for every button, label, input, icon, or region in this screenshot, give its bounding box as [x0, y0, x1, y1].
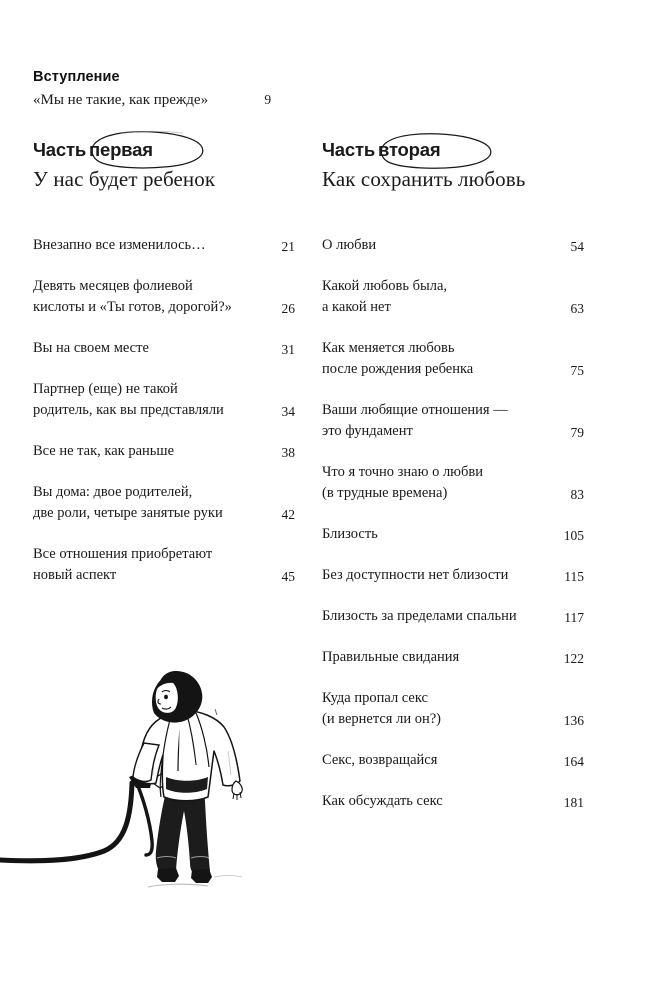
toc-entry-page: 115 — [564, 568, 584, 584]
intro-block — [33, 68, 323, 111]
toc-entry-page: 34 — [281, 403, 295, 419]
toc-entry-page: 117 — [564, 609, 584, 625]
part-two-column — [322, 140, 584, 832]
toc-entry-line: родитель, как вы представляли — [33, 402, 224, 419]
toc-entry[interactable] — [322, 647, 584, 668]
toc-entry-line: Правильные свидания — [322, 649, 460, 666]
part-two-label-prefix: Часть — [322, 139, 376, 160]
toc-entry-line: Все отношения приобретают — [33, 546, 213, 563]
toc-entry[interactable] — [322, 400, 584, 442]
part-two-heading — [322, 140, 584, 161]
toc-entry[interactable] — [322, 565, 584, 586]
toc-entry-title — [322, 565, 516, 586]
toc-entry-title — [322, 750, 445, 771]
part-two-subtitle: Как сохранить любовь — [322, 167, 526, 191]
toc-entry-line: Что я точно знаю о любви — [322, 464, 483, 481]
part-two-entries — [322, 235, 584, 812]
toc-entry[interactable] — [322, 688, 584, 730]
toc-entry[interactable] — [33, 482, 295, 524]
toc-entry-title — [33, 482, 231, 524]
part-one-column — [33, 140, 295, 606]
toc-entry[interactable] — [33, 276, 295, 318]
toc-entry[interactable] — [322, 235, 584, 256]
toc-entry-line: (в трудные времена) — [322, 485, 448, 502]
part-one-label-prefix: Часть — [33, 139, 87, 160]
toc-entry[interactable] — [322, 606, 584, 627]
toc-entry-title — [33, 235, 214, 256]
toc-entry-page: 79 — [570, 424, 584, 440]
toc-entry-page: 83 — [570, 486, 584, 502]
toc-entry-line: (и вернется ли он?) — [322, 711, 441, 728]
intro-entry[interactable] — [33, 91, 323, 111]
toc-entry-title — [322, 338, 481, 380]
toc-entry-line: Какой любовь была, — [322, 278, 448, 295]
toc-entry-line: Близость за пределами спальни — [322, 608, 517, 625]
toc-entry-title — [322, 688, 449, 730]
toc-entry-title — [322, 791, 451, 812]
toc-entry-page: 31 — [281, 341, 295, 357]
toc-entry-title — [33, 276, 240, 318]
toc-entry-line: Все не так, как раньше — [33, 443, 174, 460]
toc-entry-page: 181 — [563, 794, 584, 810]
toc-entry-line: после рождения ребенка — [322, 361, 474, 378]
toc-entry-page: 21 — [281, 238, 295, 254]
toc-entry-page: 54 — [570, 238, 584, 254]
intro-entry-page: 9 — [264, 92, 272, 108]
toc-entry[interactable] — [322, 338, 584, 380]
intro-heading: Вступление — [33, 69, 120, 85]
toc-entry-title — [322, 400, 516, 442]
toc-entry-title — [33, 544, 220, 586]
toc-entry-line: Куда пропал секс — [322, 690, 428, 707]
toc-entry-title — [322, 606, 525, 627]
part-one-label-circled: первая — [89, 139, 153, 160]
toc-entry[interactable] — [322, 462, 584, 504]
part-one-entries — [33, 235, 295, 586]
toc-entry-title — [322, 462, 491, 504]
toc-entry-page: 38 — [281, 444, 295, 460]
toc-entry-line: Как меняется любовь — [322, 340, 455, 357]
toc-entry-page: 26 — [281, 300, 295, 316]
toc-entry-line: Девять месяцев фолиевой — [33, 278, 193, 295]
part-one-heading — [33, 140, 295, 161]
toc-entry-page: 42 — [281, 506, 295, 522]
toc-entry-page: 45 — [281, 568, 295, 584]
toc-entry-page: 75 — [570, 362, 584, 378]
toc-entry-line: новый аспект — [33, 567, 117, 584]
toc-entry-title — [33, 338, 157, 359]
toc-entry-line: Партнер (еще) не такой — [33, 381, 178, 398]
toc-entry[interactable] — [322, 276, 584, 318]
toc-entry-title — [33, 379, 232, 421]
toc-entry-line: Без доступности нет близости — [322, 567, 509, 584]
toc-entry-line: а какой нет — [322, 299, 391, 316]
toc-entry-line: две роли, четыре занятые руки — [33, 505, 223, 522]
toc-entry[interactable] — [322, 524, 584, 545]
toc-entry-line: это фундамент — [322, 423, 413, 440]
toc-entry[interactable] — [33, 441, 295, 462]
toc-entry-line: Как обсуждать секс — [322, 793, 443, 810]
part-one-subtitle: У нас будет ребенок — [33, 167, 216, 191]
toc-entry-line: Близость — [322, 526, 378, 543]
toc-entry-page: 105 — [563, 527, 584, 543]
toc-entry-page: 122 — [563, 650, 584, 666]
toc-entry[interactable] — [33, 338, 295, 359]
toc-entry-line: кислоты и «Ты готов, дорогой?» — [33, 299, 232, 316]
toc-entry-page: 164 — [563, 753, 584, 769]
toc-entry[interactable] — [322, 791, 584, 812]
toc-entry[interactable] — [33, 379, 295, 421]
toc-entry[interactable] — [322, 750, 584, 771]
toc-entry-page: 136 — [563, 712, 584, 728]
toc-entry-line: Внезапно все изменилось… — [33, 237, 206, 254]
part-two-label-circled: вторая — [378, 139, 441, 160]
toc-entry-title — [33, 441, 182, 462]
toc-entry-page: 63 — [570, 300, 584, 316]
toc-entry-line: Секс, возвращайся — [322, 752, 438, 769]
toc-entry[interactable] — [33, 544, 295, 586]
woman-with-hose-illustration — [0, 655, 300, 915]
intro-entry-title: «Мы не такие, как прежде» — [33, 92, 209, 109]
toc-entry-line: Вы на своем месте — [33, 340, 149, 357]
toc-entry[interactable] — [33, 235, 295, 256]
toc-entry-title — [322, 235, 384, 256]
toc-entry-line: Ваши любящие отношения — — [322, 402, 508, 419]
toc-entry-line: Вы дома: двое родителей, — [33, 484, 193, 501]
toc-entry-title — [322, 647, 467, 668]
toc-entry-title — [322, 524, 386, 545]
toc-entry-line: О любви — [322, 237, 377, 254]
toc-entry-title — [322, 276, 455, 318]
